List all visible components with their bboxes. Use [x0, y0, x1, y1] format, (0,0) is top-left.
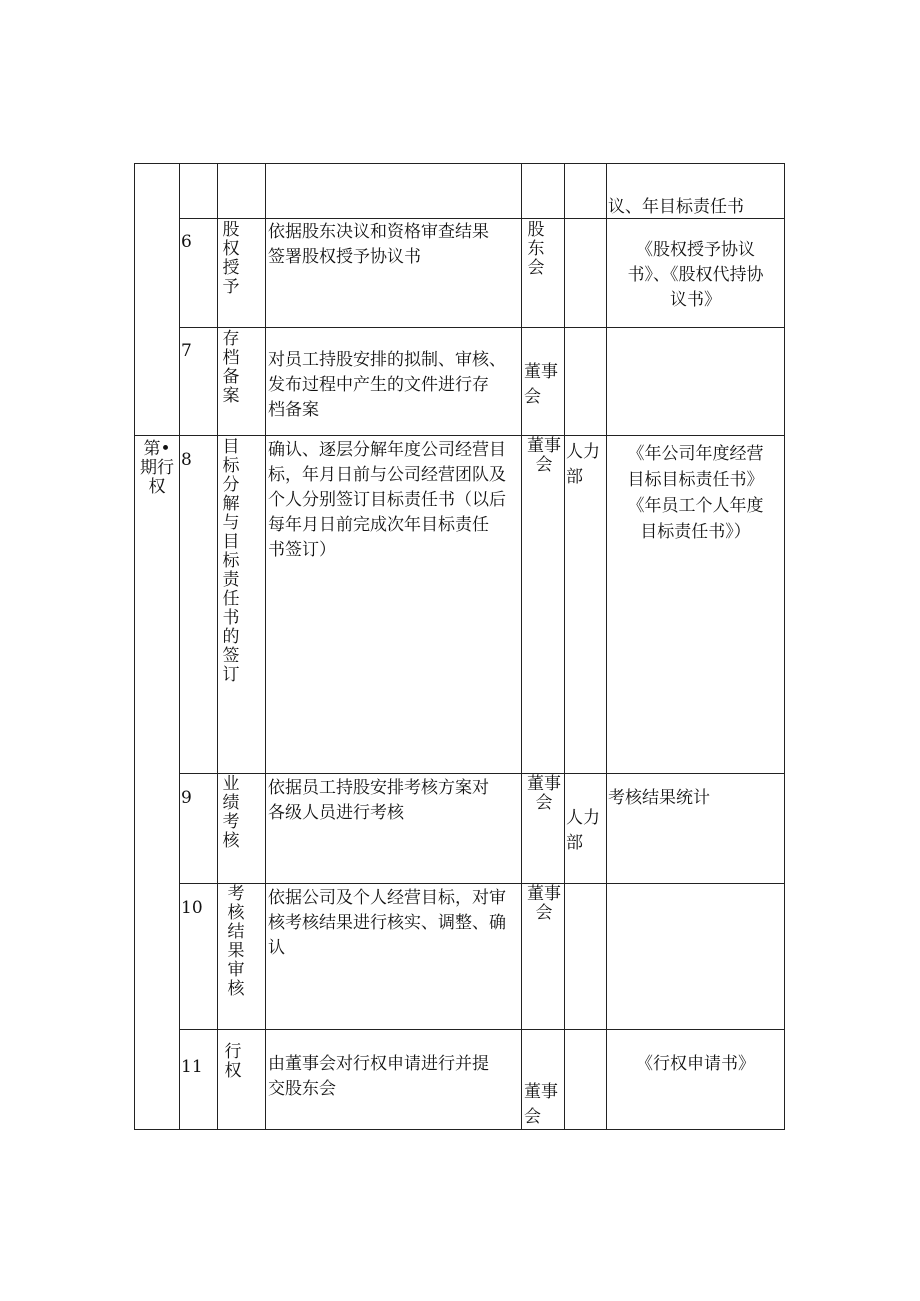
row-number: 8	[181, 450, 192, 470]
step-name: 行权	[224, 1042, 242, 1081]
output-cell: 议、年目标责任书	[608, 197, 744, 217]
responsible-cell: 董事会	[527, 884, 561, 923]
content-cell: 对员工持股安排的拟制、审核、 发布过程中产生的文件进行存 档备案	[268, 350, 506, 420]
step-name: 业绩考核	[222, 774, 240, 851]
row-number: 11	[181, 1057, 203, 1077]
output-cell: 考核结果统计	[608, 788, 710, 808]
responsible-cell: 股东会	[527, 220, 545, 278]
step-name: 股权授予	[222, 220, 240, 297]
phase-label: 第•期行权	[140, 439, 174, 497]
responsible-cell: 董事会	[524, 362, 558, 407]
content-cell: 由董事会对行权申请进行并提 交股东会	[268, 1054, 489, 1099]
assist-cell: 人力部	[566, 808, 600, 853]
assist-cell: 人力部	[566, 442, 600, 487]
step-name: 目标分解与目标责任书的签订	[222, 437, 240, 685]
responsible-cell: 董事会	[527, 774, 561, 813]
responsible-cell: 董事会	[524, 1082, 558, 1127]
row-number: 6	[181, 232, 192, 252]
content-cell: 确认、逐层分解年度公司经营目 标，年月日前与公司经营团队及 个人分别签订目标责任书（以后 每年月日前完成次年目标责任 书签订）	[268, 440, 506, 560]
output-cell: 《行权申请书》	[636, 1054, 755, 1074]
step-name: 存档备案	[222, 329, 240, 406]
step-name: 考核结果审核	[227, 884, 245, 999]
row-number: 9	[181, 788, 192, 808]
content-cell: 依据员工持股安排考核方案对 各级人员进行考核	[268, 778, 489, 823]
row-number: 7	[181, 341, 192, 361]
output-cell: 《股权授予协议 书》、《股权代持协 议书》	[627, 240, 764, 310]
content-cell: 依据公司及个人经营目标，对审 核考核结果进行核实、调整、确 认	[268, 888, 506, 958]
content-cell: 依据股东决议和资格审查结果 签署股权授予协议书	[268, 222, 489, 267]
row-number: 10	[181, 898, 203, 918]
responsible-cell: 董事会	[527, 436, 561, 475]
output-cell: 《年公司年度经营 目标目标责任书》 《年员工个人年度 目标责任书》）	[627, 444, 764, 542]
